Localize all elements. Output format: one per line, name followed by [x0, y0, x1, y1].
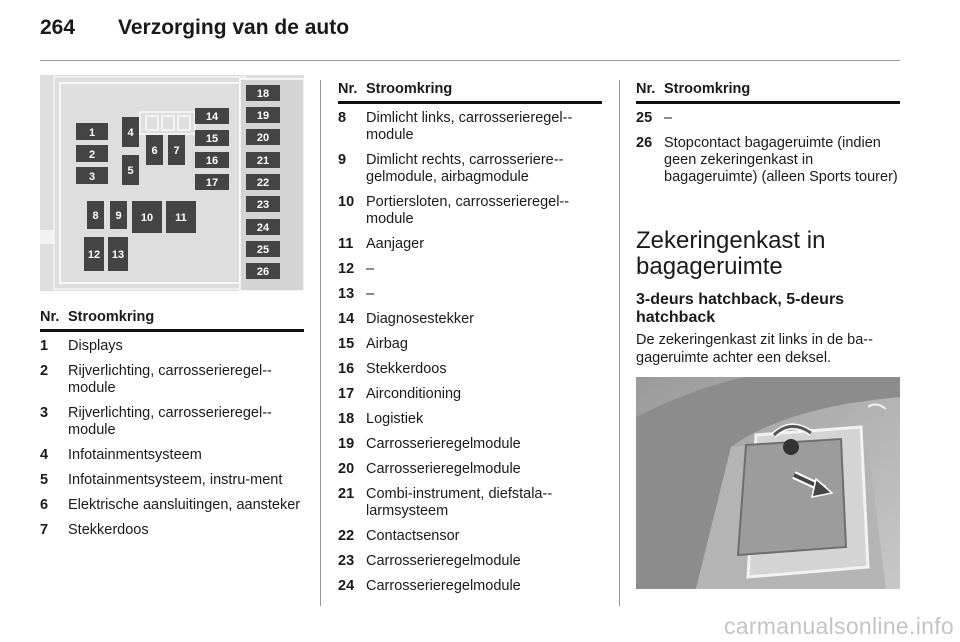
fuse-14	[195, 108, 229, 124]
svg-text:6: 6	[151, 145, 158, 157]
fuse-9	[110, 201, 127, 229]
fuse-3	[76, 167, 108, 184]
table-row: 11 Aanjager	[338, 236, 425, 252]
table-row: 4 Infotainmentsysteem	[40, 447, 202, 463]
page-number: 264	[40, 16, 76, 39]
table-row: 10 Portiersloten, carrosserieregel-module	[338, 194, 570, 227]
spare-slot	[146, 116, 158, 130]
svg-text:23: 23	[256, 199, 270, 211]
table-row: 14 Diagnosestekker	[338, 311, 474, 327]
housing-tab-left	[40, 230, 54, 244]
table-row: 18 Logistiek	[338, 411, 424, 427]
table-row: 13 –	[338, 286, 375, 302]
table-row: 22 Contactsensor	[338, 528, 460, 544]
table-row: 24 Carrosserieregelmodule	[338, 578, 521, 594]
fuse-2	[76, 145, 108, 162]
table-row: 15 Airbag	[338, 336, 408, 352]
fuse-20	[246, 129, 280, 145]
table-row: 26 Stopcontact bagageruimte (indien geen zekeringenkast in bagageruimte) (alleen Sports tourer)	[636, 135, 898, 185]
fuse-19	[246, 107, 280, 123]
fuse-7	[168, 135, 185, 165]
svg-text:2: 2	[88, 149, 96, 161]
page-header	[40, 16, 349, 48]
header-rule	[40, 60, 900, 61]
table-row: 16 Stekkerdoos	[338, 361, 447, 377]
table-header: Nr. Stroomkring	[338, 81, 602, 104]
fuse-25	[246, 241, 280, 257]
fuse-13	[108, 237, 128, 271]
svg-text:24: 24	[256, 222, 270, 234]
table-row: 5 Infotainmentsysteem, instru-ment	[40, 472, 283, 488]
fuse-8	[87, 201, 104, 229]
table-row: 25 –	[636, 110, 673, 126]
fuse-22	[246, 174, 280, 190]
svg-text:17: 17	[205, 177, 219, 189]
table-row: 9 Dimlicht rechts, carrosseriere-gelmodule, airbagmodule	[338, 152, 564, 185]
section-body: De zekeringenkast zit links in de ba-gageruimte achter een deksel.	[636, 332, 873, 366]
fuse-4	[122, 117, 139, 147]
table-row: 12 –	[338, 261, 375, 277]
svg-text:11: 11	[175, 212, 187, 224]
svg-text:25: 25	[256, 244, 270, 256]
svg-text:5: 5	[127, 165, 134, 177]
svg-text:22: 22	[256, 177, 270, 189]
section-heading: Zekeringenkast in bagageruimte	[636, 227, 826, 280]
fuse-17	[195, 174, 229, 190]
page-title: Verzorging van de auto	[118, 16, 350, 39]
luggage-compartment-photo	[636, 377, 900, 589]
svg-text:9: 9	[115, 210, 122, 222]
fuse-box-illustration	[40, 75, 304, 291]
fuse-23	[246, 196, 280, 212]
fuse-10	[132, 201, 162, 233]
fuse-1	[76, 123, 108, 140]
svg-text:20: 20	[256, 132, 270, 144]
svg-text:13: 13	[111, 249, 125, 261]
spare-slot	[178, 116, 190, 130]
svg-text:12: 12	[87, 249, 101, 261]
table-row: 7 Stekkerdoos	[40, 522, 149, 538]
fuse-11	[166, 201, 196, 233]
table-row: 1 Displays	[40, 338, 123, 354]
fuse-21	[246, 152, 280, 168]
table-row: 8 Dimlicht links, carrosserieregel-module	[338, 110, 573, 143]
svg-text:10: 10	[140, 212, 154, 224]
fuse-table-1	[40, 309, 304, 547]
svg-text:19: 19	[256, 110, 270, 122]
luggage-compartment-illustration	[636, 377, 900, 589]
fuse-6	[146, 135, 163, 165]
fuse-24	[246, 219, 280, 235]
fuse-15	[195, 130, 229, 146]
svg-text:14: 14	[205, 111, 219, 123]
column-divider-2	[619, 80, 620, 606]
table-header: Nr. Stroomkring	[40, 309, 304, 332]
table-row: 23 Carrosserieregelmodule	[338, 553, 521, 569]
fuse-26	[246, 263, 280, 279]
spare-slot	[162, 116, 174, 130]
fuse-table-2	[338, 81, 602, 603]
table-row: 6 Elektrische aansluitingen, aansteker	[40, 497, 301, 513]
svg-text:3: 3	[88, 171, 96, 183]
column-divider-1	[320, 80, 321, 606]
fuse-16	[195, 152, 229, 168]
svg-text:16: 16	[205, 155, 219, 167]
fuse-18	[246, 85, 280, 101]
table-row: 3 Rijverlichting, carrosserieregel-module	[40, 405, 272, 438]
svg-text:21: 21	[256, 155, 270, 167]
svg-text:1: 1	[88, 127, 96, 139]
table-header: Nr. Stroomkring	[636, 81, 900, 104]
svg-text:26: 26	[256, 266, 270, 278]
table-row: 2 Rijverlichting, carrosserieregel-module	[40, 363, 272, 396]
svg-text:8: 8	[92, 210, 99, 222]
svg-text:18: 18	[256, 88, 270, 100]
fuse-5	[122, 155, 139, 185]
svg-text:15: 15	[205, 133, 219, 145]
table-row: 20 Carrosserieregelmodule	[338, 461, 521, 477]
fuse-table-3	[636, 81, 900, 194]
watermark: carmanualsonline.info	[723, 613, 954, 639]
spare-slots	[140, 112, 195, 134]
section-subheading: 3-deurs hatchback, 5-deurs hatchback	[636, 291, 845, 326]
fuse-12	[84, 237, 104, 271]
table-row: 17 Airconditioning	[338, 386, 462, 402]
table-row: 21 Combi-instrument, diefstala-larmsysteem	[338, 486, 553, 519]
fuse-box-diagram	[40, 75, 304, 291]
table-row: 19 Carrosserieregelmodule	[338, 436, 521, 452]
svg-text:7: 7	[173, 145, 180, 157]
svg-text:4: 4	[127, 127, 134, 139]
